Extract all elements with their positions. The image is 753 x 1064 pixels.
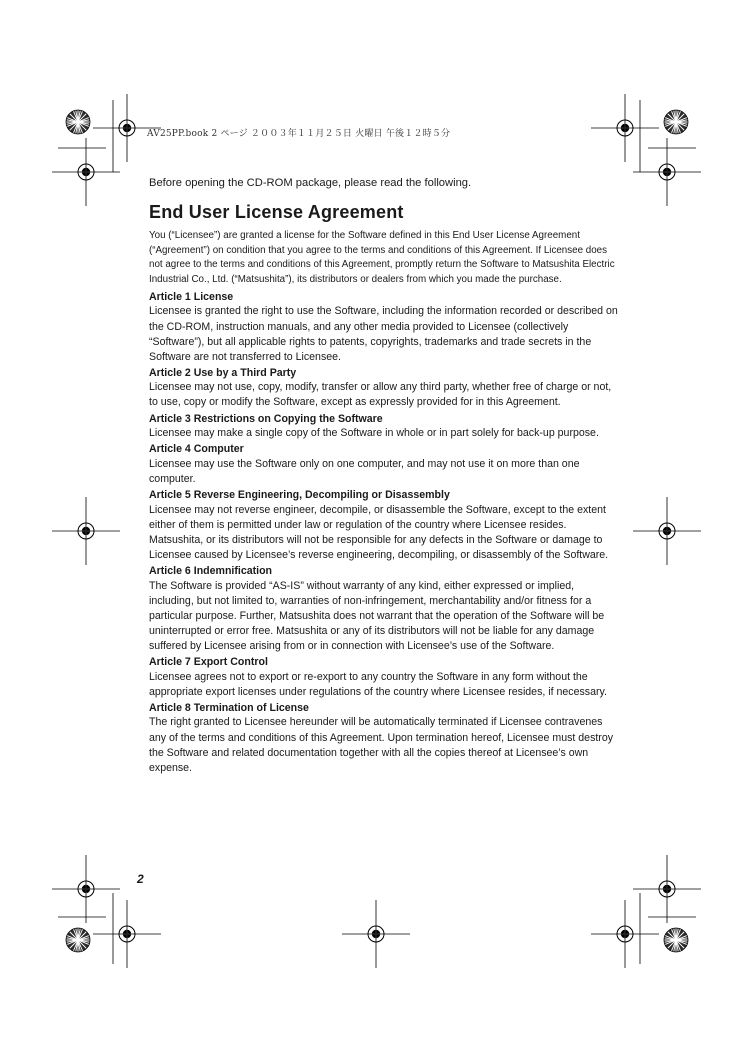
article-6 [149,564,619,654]
star-target-icon [664,110,688,134]
article-title: Article 1 License [149,290,234,303]
article-title: Article 2 Use by a Third Party [149,366,297,379]
article-body: Licensee is granted the right to use the Software, including the information recorded or described on the CD-ROM, instruction manuals, and any other media provided to Licensee (collectively “Software”), but all applicable rights to patents, copyrights, trademarks and trade secrets in the Software are not transferred to Licensee. [149,305,618,363]
article-title: Article 4 Computer [149,443,244,456]
article-body: Licensee may make a single copy of the Software in whole or in part solely for back-up purpose. [149,427,599,440]
article-body: Licensee may use the Software only on one computer, and may not use it on more than one computer. [149,457,580,485]
article-body: Licensee may not use, copy, modify, transfer or allow any third party, whether free of charge or not, to use, copy or modify the Software, except as expressly provided for in this Agreement. [149,381,612,409]
registration-mark-icon [52,855,120,923]
star-target-icon [66,928,90,952]
page-number: 2 [137,872,144,886]
article-7 [149,655,619,700]
star-target-icon [66,110,90,134]
article-title: Article 6 Indemnification [149,565,273,577]
article-body: Licensee agrees not to export or re-export to any country the Software in any form without the appropriate export licenses under regulations of the country where Licensee resides, if necessary. [149,670,607,698]
registration-mark-icon [591,94,659,162]
article-title: Article 3 Restrictions on Copying the Software [149,412,383,425]
license-document [149,176,619,777]
star-target-icon [664,928,688,952]
article-body: Licensee may not reverse engineer, decompile, or disassemble the Software, except to the extent either of them is permitted under law or regulation of the country where Licensee resides. Matsushita, or its distributors will not be responsible for any defects in the Software or damage to Licensee caused by Licensee’s reverse engineering, decompiling, or disassembly of the Software. [149,503,609,561]
registration-mark-icon [633,497,701,565]
registration-mark-icon [52,497,120,565]
print-info-header: AV25PP.book 2 ページ ２００３年１１月２５日 火曜日 午後１２時５分 [147,129,451,139]
article-title: Article 8 Termination of License [149,701,309,714]
article-5 [149,488,619,563]
article-3 [149,412,619,442]
document-title: End User License Agreement [149,202,404,222]
article-title: Article 7 Export Control [149,656,268,669]
registration-mark-icon [342,900,410,968]
article-4 [149,442,619,487]
preamble-text: You (“Licensee”) are granted a license for the Software defined in this End User License Agreement (“Agreement”) on condition that you agree to the terms and conditions of this Agreement. If Licensee does not agree to the terms and conditions of this Agreement, promptly return the Software to Matsushita Electric Industrial Co., Ltd. (“Matsushita”), its distributors or dealers from which you made the purchase. [149,230,615,286]
article-title: Article 5 Reverse Engineering, Decompiling or Disassembly [149,489,450,502]
article-8 [149,701,619,776]
article-body: The Software is provided “AS-IS” without warranty of any kind, either expressed or implied, including, but not limited to, warranties of non-infringement, merchantability and/or fitness for a particular purpose. Further, Matsushita does not warrant that the operation of the Software will be uninterrupted or error free. Matsushita or any of its distributors will not be liable for any damage suffered by Licensee arising from or in connection with Licensee’s use of the Software. [149,579,605,652]
article-2 [149,366,619,411]
registration-mark-icon [633,855,701,923]
article-1 [149,290,619,365]
registration-mark-icon [93,900,161,968]
intro-text: Before opening the CD-ROM package, please read the following. [149,177,472,189]
article-body: The right granted to Licensee hereunder will be automatically terminated if Licensee contravenes any of the terms and conditions of this Agreement. Upon termination hereof, Licensee must destroy the Software and related documentation together with all the copies thereof at Licensee’s own expense. [149,716,614,774]
registration-mark-icon [591,900,659,968]
